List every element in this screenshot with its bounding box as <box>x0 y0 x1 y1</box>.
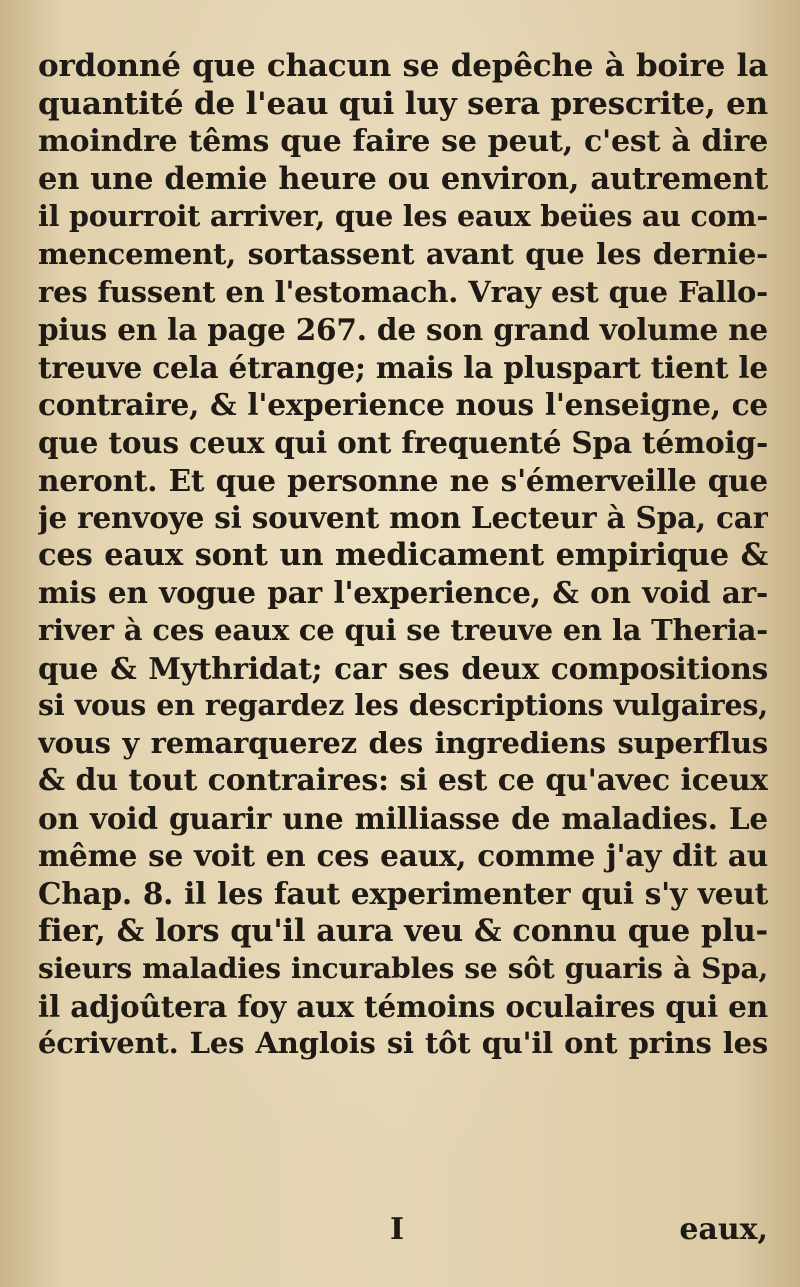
text-line: on void guarir une milliasse de maladies. Le <box>38 800 768 836</box>
text-line: il adjoûtera foy aux témoins oculaires qui en <box>38 988 768 1024</box>
text-line: écrivent. Les Anglois si tôt qu'il ont prins les <box>38 1026 768 1061</box>
text-line: même se voit en ces eaux, comme j'ay dit au <box>38 838 768 874</box>
text-line: vous y remarquerez des ingrediens superflus <box>38 725 768 760</box>
text-line: neront. Et que personne ne s'émerveille que <box>38 462 768 498</box>
text-line: que & Mythridat; car ses deux compositions <box>38 650 768 686</box>
text-line: si vous en regardez les descriptions vulgaires, <box>38 688 768 723</box>
text-line: pius en la page 267. de son grand volume ne <box>38 312 768 348</box>
text-line: Chap. 8. il les faut experimenter qui s'y veut <box>38 876 768 912</box>
text-line: mencement, sortassent avant que les dernie- <box>38 236 768 271</box>
text-line: contraire, & l'experience nous l'enseigne, ce <box>38 387 768 423</box>
text-line: je renvoye si souvent mon Lecteur à Spa, car <box>38 500 768 536</box>
text-line: mis en vogue par l'experience, & on void ar- <box>38 575 768 611</box>
text-line: treuve cela étrange; mais la pluspart tient le <box>38 349 768 385</box>
text-line: ordonné que chacun se depêche à boire la <box>38 48 768 84</box>
catchword: eaux, <box>679 1212 768 1247</box>
text-line: moindre têms que faire se peut, c'est à dire <box>38 124 768 160</box>
text-line: & du tout contraires: si est ce qu'avec iceux <box>38 763 768 799</box>
text-line: sieurs maladies incurables se sôt guaris à Spa, <box>38 952 768 986</box>
text-line: ces eaux sont un medicament empirique & <box>38 536 768 573</box>
text-line: que tous ceux qui ont frequenté Spa témoig- <box>38 424 768 460</box>
text-line: quantité de l'eau qui luy sera prescrite, en <box>38 85 768 122</box>
text-line: il pourroit arriver, que les eaux beües au com- <box>38 199 768 234</box>
text-line: res fussent en l'estomach. Vray est que Fallo- <box>38 274 768 309</box>
text-line: en une demie heure ou environ, autrement <box>38 160 768 197</box>
signature-mark: I <box>390 1212 405 1247</box>
page-footer <box>38 1212 768 1252</box>
text-line: river à ces eaux ce qui se treuve en la Theria- <box>38 612 768 647</box>
text-line: fier, & lors qu'il aura veu & connu que plu- <box>38 912 768 949</box>
body-text <box>38 48 768 1063</box>
